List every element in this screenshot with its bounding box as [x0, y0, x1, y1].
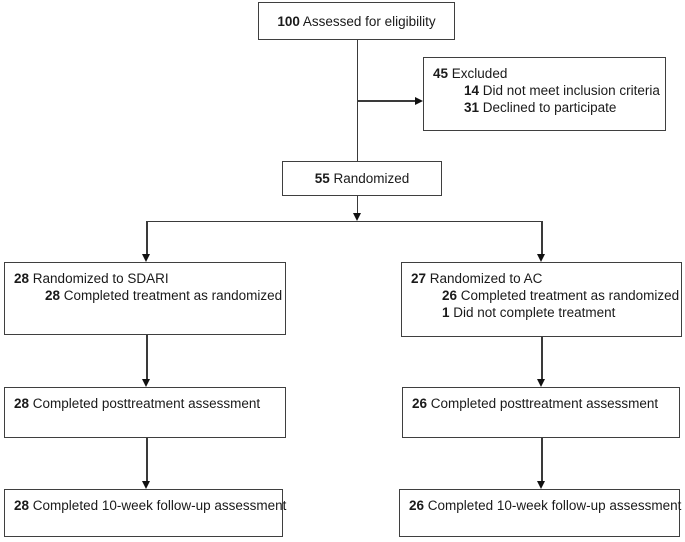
connector-branch-to-ac [541, 221, 543, 254]
count-value: 100 [277, 13, 300, 29]
arrowhead-sdari-followup-icon [142, 481, 150, 489]
ac-arm-line [411, 304, 672, 321]
count-value: 26 [412, 396, 428, 411]
count-value: 27 [411, 271, 427, 286]
label: Randomized to SDARI [32, 271, 169, 286]
excluded-line [433, 99, 656, 116]
box-ac-followup [399, 489, 680, 537]
count-value: 14 [464, 83, 480, 98]
label: Completed treatment as randomized [460, 288, 680, 303]
count-value: 28 [45, 288, 61, 303]
label: Did not complete treatment [453, 305, 616, 320]
label: Did not meet inclusion criteria [482, 83, 660, 98]
count-value: 28 [14, 396, 30, 411]
label: Randomized [333, 171, 410, 186]
box-ac-arm [401, 262, 682, 337]
box-sdari-followup [4, 489, 287, 537]
count-value: 26 [442, 288, 458, 303]
count-value: 55 [314, 171, 330, 186]
ac-arm-line [411, 287, 680, 304]
branch-line [146, 221, 543, 223]
count-value: 45 [433, 66, 449, 81]
label: Assessed for eligibility [302, 13, 436, 29]
label: Completed treatment as randomized [63, 288, 283, 303]
box-randomized-text [315, 170, 410, 187]
arrowhead-excluded-icon [415, 97, 423, 105]
ac-posttreatment-text [412, 395, 670, 412]
excluded-line [433, 82, 660, 99]
box-randomized [282, 161, 442, 196]
sdari-posttreatment-text [14, 395, 276, 412]
connector-sdari-to-posttreatment [146, 335, 148, 379]
count-value: 28 [14, 498, 30, 513]
box-eligibility [258, 2, 455, 40]
box-ac-posttreatment [402, 387, 680, 438]
sdari-arm-line [14, 270, 276, 287]
sdari-arm-line [14, 287, 283, 304]
label: Completed posttreatment assessment [430, 396, 659, 411]
arrowhead-sdari-posttreatment-icon [142, 379, 150, 387]
box-sdari-posttreatment [4, 387, 286, 438]
box-eligibility-text [277, 13, 435, 30]
count-value: 31 [464, 100, 480, 115]
arrowhead-ac-followup-icon [537, 481, 545, 489]
sdari-followup-text [14, 497, 287, 514]
label: Completed 10-week follow-up assessment [427, 498, 682, 513]
label: Excluded [451, 66, 508, 81]
connector-randomized-to-branch [357, 196, 359, 213]
count-value: 28 [14, 271, 30, 286]
label: Randomized to AC [429, 271, 543, 286]
arrowhead-ac-posttreatment-icon [537, 379, 545, 387]
connector-sdari-to-followup [146, 438, 148, 481]
connector-branch-to-sdari [146, 221, 148, 254]
box-excluded [423, 57, 666, 131]
excluded-line [433, 65, 656, 82]
connector-ac-to-followup [541, 438, 543, 481]
arrowhead-sdari-icon [142, 254, 150, 262]
count-value: 1 [442, 305, 450, 320]
connector-ac-to-posttreatment [541, 337, 543, 379]
label: Completed posttreatment assessment [32, 396, 261, 411]
arrowhead-ac-icon [537, 254, 545, 262]
count-value: 26 [409, 498, 425, 513]
connector-to-excluded [357, 100, 416, 102]
ac-followup-text [409, 497, 682, 514]
ac-arm-line [411, 270, 672, 287]
box-sdari-arm [4, 262, 286, 335]
label: Completed 10-week follow-up assessment [32, 498, 287, 513]
label: Declined to participate [482, 100, 617, 115]
